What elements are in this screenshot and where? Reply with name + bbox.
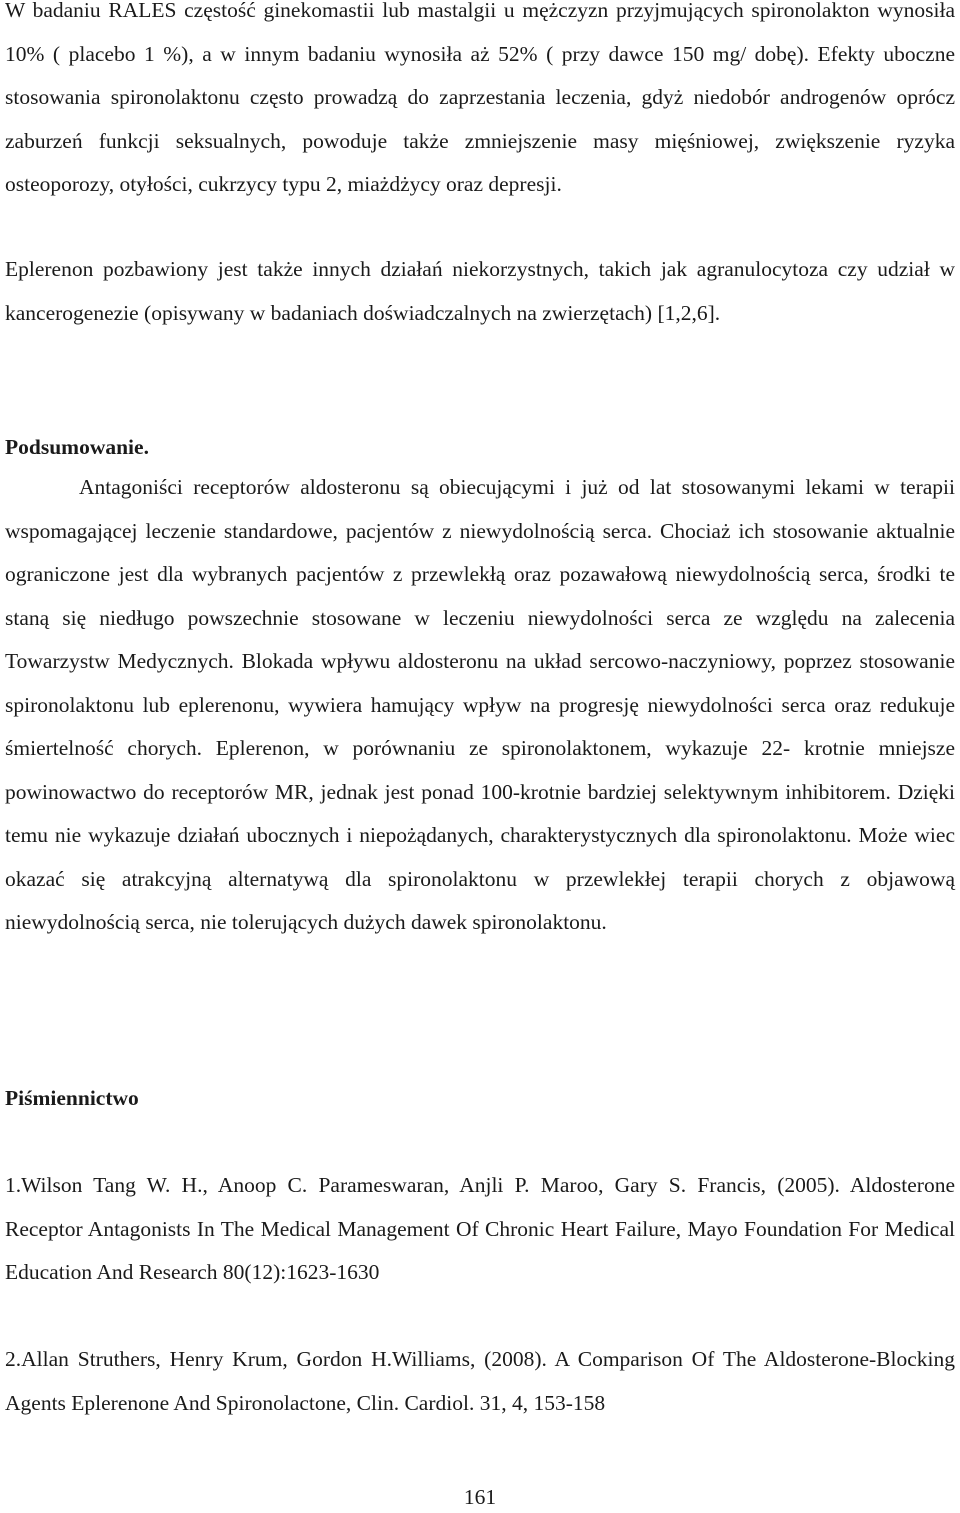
document-page [5,0,955,1513]
paragraph-summary: Antagoniści receptorów aldosteronu są obiecującymi i już od lat stosowanymi lekami w terapii wspomagającej leczenie standardowe, pacjentów z niewydolnością serca. Chociaż ich stosowanie aktualnie ograniczone jest dla wybranych pacjentów z przewlekłą oraz pozawałową niewydolnością serca, środki te staną się niedługo powszechnie stosowane w leczeniu niewydolności serca ze względu na zalecenia Towarzystw Medycznych. Blokada wpływu aldosteronu na układ sercowo-naczyniowy, poprzez stosowanie spironolaktonu lub eplerenonu, wywiera hamujący wpływ na progresję niewydolności serca oraz redukuje śmiertelność chorych. Eplerenon, w porównaniu ze spironolaktonem, wykazuje 22- krotnie mniejsze powinowactwo do receptorów MR, jednak jest ponad 100-krotnie bardziej selektywnym inhibitorem. Dzięki temu nie wykazuje działań ubocznych i niepożądanych, charakterystycznych dla spironolaktonu. Może wiec okazać się atrakcyjną alternatywą dla spironolaktonu w przewlekłej terapii chorych z objawową niewydolnością serca, nie tolerujących dużych dawek spironolaktonu. [5,475,955,934]
paragraph-eplerenon: Eplerenon pozbawiony jest także innych działań niekorzystnych, takich jak agranulocytoza czy udział w kancerogenezie (opisywany w badaniach doświadczalnych na zwierzętach) [1,2,6]. [5,257,955,325]
section-heading-summary: Podsumowanie. [5,435,149,459]
reference-item: 1.Wilson Tang W. H., Anoop C. Parameswaran, Anjli P. Maroo, Gary S. Francis, (2005). Aldosterone Receptor Antagonists In The Medical Management Of Chronic Heart Failure, Mayo Foundation For Medical Education And Research 80(12):1623-1630 [5,1173,955,1284]
paragraph-side-effects: W badaniu RALES częstość ginekomastii lub mastalgii u mężczyzn przyjmujących spironolakton wynosiła 10% ( placebo 1 %), a w innym badaniu wynosiła aż 52% ( przy dawce 150 mg/ dobę). Efekty uboczne stosowania spironolaktonu często prowadzą do zaprzestania leczenia, gdyż niedobór androgenów oprócz zaburzeń funkcji seksualnych, powoduje także zmniejszenie masy mięśniowej, zwiększenie ryzyka osteoporozy, otyłości, cukrzycy typu 2, miażdżycy oraz depresji. [5,0,955,196]
page-number: 161 [463,1485,497,1509]
reference-item: 2.Allan Struthers, Henry Krum, Gordon H.Williams, (2008). A Comparison Of The Aldosterone-Blocking Agents Eplerenone And Spironolactone, Clin. Cardiol. 31, 4, 153-158 [5,1347,955,1415]
section-heading-references: Piśmiennictwo [5,1086,139,1110]
